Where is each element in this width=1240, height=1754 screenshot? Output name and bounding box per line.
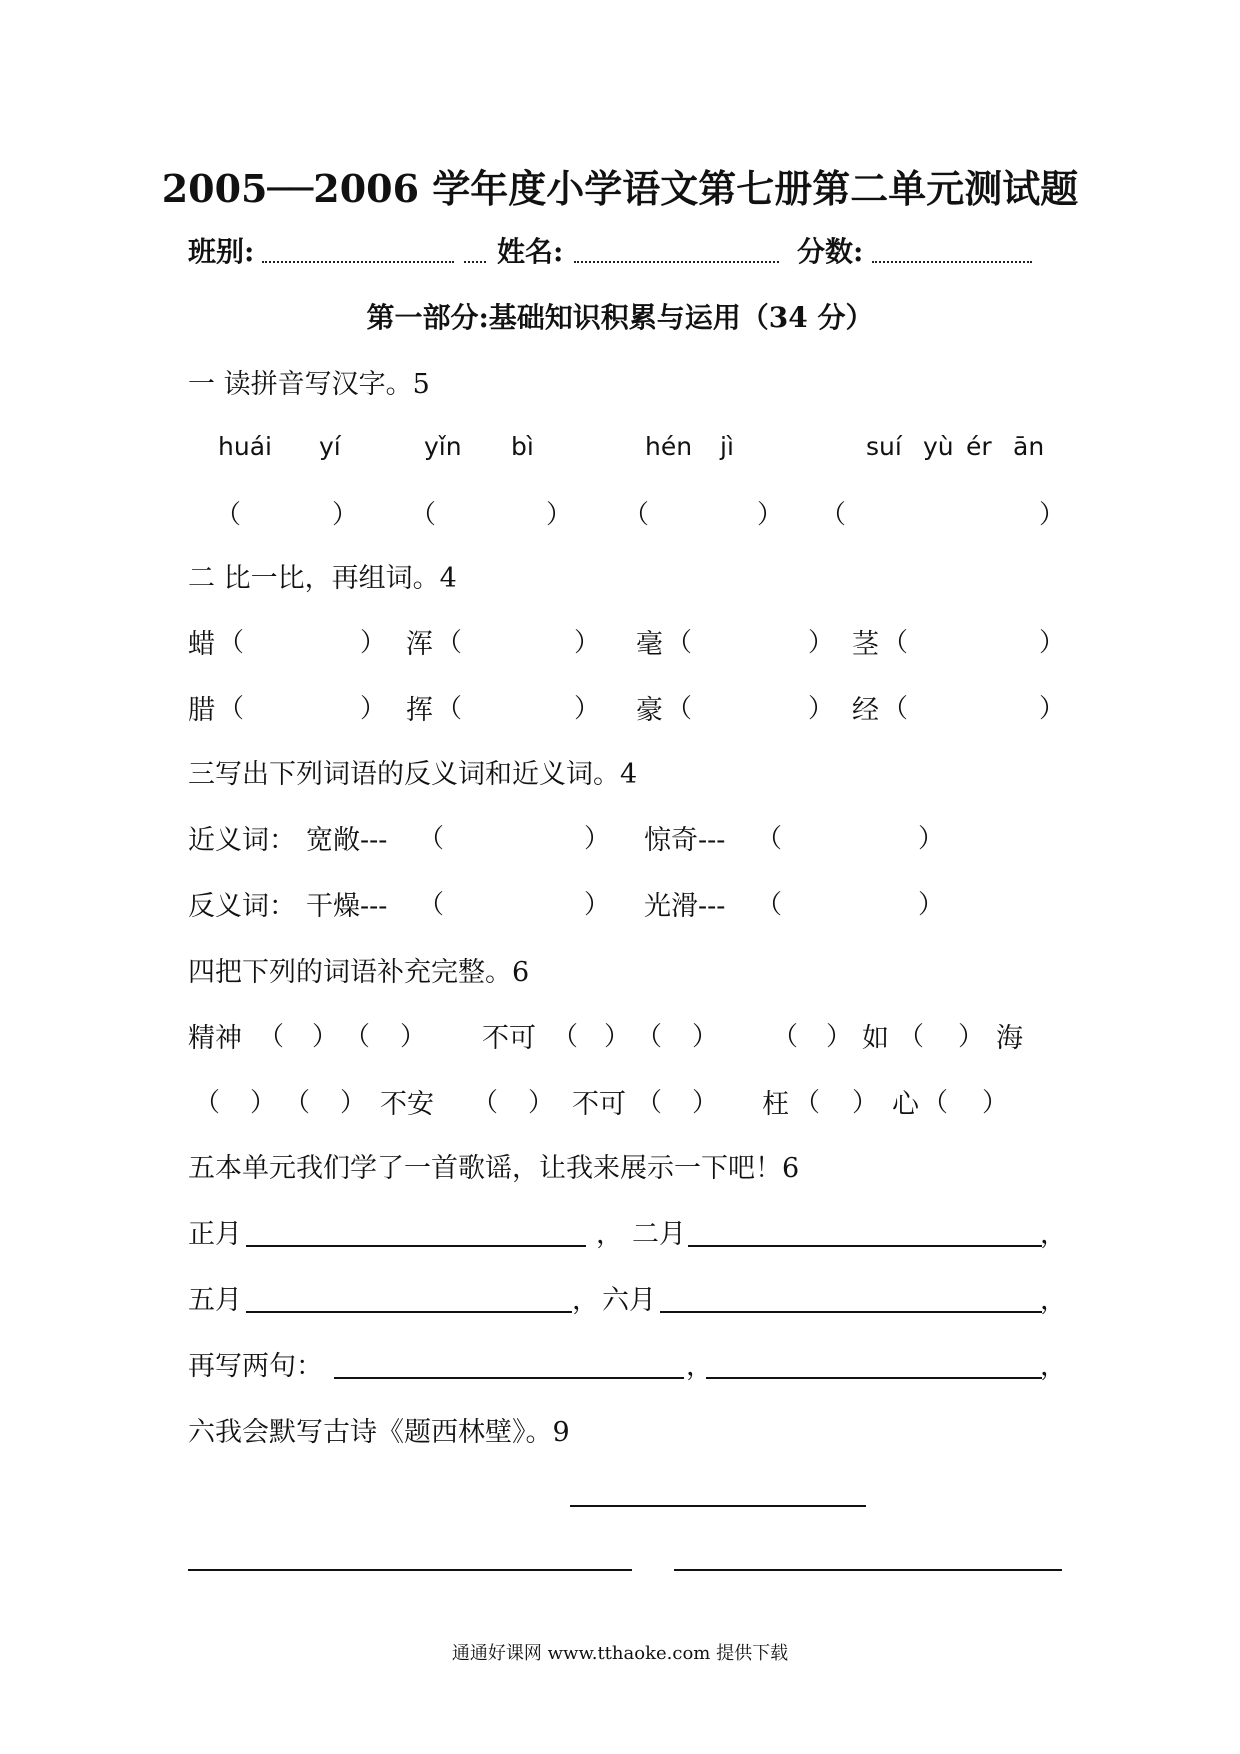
word: 不可: [482, 1023, 536, 1054]
question-1-heading: 一 读拼音写汉字。5: [188, 369, 430, 400]
word: 光滑---: [644, 891, 726, 922]
blank-open: （: [666, 694, 693, 724]
blank-close: ）: [312, 1022, 339, 1052]
blank-open: （: [472, 1088, 499, 1118]
pinyin: jì: [720, 432, 734, 461]
char: 豪: [636, 695, 663, 726]
month-label: 正月: [188, 1219, 242, 1250]
pinyin: suí: [866, 432, 902, 461]
char: 蜡: [188, 629, 215, 660]
blank-close: ）: [1039, 694, 1066, 724]
blank-open: （: [898, 1022, 925, 1052]
blank-close: ）: [574, 628, 601, 658]
footer: 通通好课网 www.tthaoke.com 提供下载: [451, 1643, 789, 1664]
pinyin: ér: [966, 432, 992, 461]
blank-close: ）: [528, 1088, 555, 1118]
word: 精神: [188, 1023, 242, 1054]
char: 浑: [406, 629, 433, 660]
word: 宽敞---: [306, 825, 388, 856]
blank-open: （: [623, 500, 650, 530]
question-5-heading: 五本单元我们学了一首歌谣，让我来展示一下吧！6: [188, 1153, 800, 1184]
word: 如: [862, 1023, 889, 1054]
class-field[interactable]: [262, 260, 454, 263]
char: 茎: [852, 629, 879, 660]
comma: ，: [596, 1219, 623, 1250]
word: 干燥---: [306, 891, 388, 922]
question-6-heading: 六我会默写古诗《题西林壁》。9: [188, 1417, 570, 1448]
answer-line[interactable]: [688, 1244, 1042, 1247]
answer-line[interactable]: [334, 1376, 684, 1379]
blank-close: ）: [808, 694, 835, 724]
blank-open: （: [194, 1088, 221, 1118]
class-label: 班别:: [188, 235, 255, 268]
blank-close: ）: [958, 1022, 985, 1052]
blank-close: ）: [1039, 500, 1066, 530]
char: 毫: [636, 629, 663, 660]
answer-line[interactable]: [246, 1244, 586, 1247]
page-title: 2005──2006 学年度小学语文第七册第二单元测试题: [161, 166, 1079, 211]
comma: ，: [572, 1285, 599, 1316]
pinyin: yí: [319, 432, 341, 461]
pinyin: huái: [218, 432, 272, 461]
poem-line[interactable]: [674, 1568, 1062, 1571]
blank-open: （: [436, 628, 463, 658]
score-field[interactable]: [872, 260, 1032, 263]
blank-open: （: [772, 1022, 799, 1052]
blank-close: ）: [340, 1088, 367, 1118]
blank-open: （: [882, 628, 909, 658]
blank-close: ）: [584, 890, 611, 920]
blank-close: ）: [250, 1088, 277, 1118]
comma: ，: [1040, 1351, 1067, 1382]
question-4-heading: 四把下列的词语补充完整。6: [188, 957, 530, 988]
score-label: 分数:: [797, 235, 864, 268]
pinyin: bì: [511, 432, 534, 461]
part-heading: 第一部分:基础知识积累与运用（34 分）: [366, 301, 874, 334]
name-label: 姓名:: [497, 235, 564, 268]
blank-open: （: [666, 628, 693, 658]
antonym-label: 反义词：: [188, 891, 296, 922]
synonym-label: 近义词：: [188, 825, 296, 856]
blank-open: （: [218, 628, 245, 658]
pinyin: yǐn: [424, 432, 462, 461]
poem-title-line[interactable]: [570, 1504, 866, 1507]
comma: ，: [1040, 1285, 1067, 1316]
blank-open: （: [218, 694, 245, 724]
word: 枉: [762, 1089, 789, 1120]
blank-open: （: [215, 500, 242, 530]
comma: ，: [1040, 1219, 1067, 1250]
blank-close: ）: [918, 824, 945, 854]
blank-close: ）: [808, 628, 835, 658]
blank-open: （: [882, 694, 909, 724]
blank-open: （: [756, 824, 783, 854]
name-field[interactable]: [574, 260, 779, 263]
blank-close: ）: [574, 694, 601, 724]
blank-close: ）: [584, 824, 611, 854]
pinyin: ān: [1013, 432, 1045, 461]
blank-close: ）: [400, 1022, 427, 1052]
blank-open: （: [284, 1088, 311, 1118]
question-2-heading: 二 比一比，再组词。4: [188, 563, 457, 594]
blank-open: （: [436, 694, 463, 724]
poem-line[interactable]: [188, 1568, 632, 1571]
blank-close: ）: [360, 628, 387, 658]
blank-close: ）: [692, 1022, 719, 1052]
word: 惊奇---: [644, 825, 726, 856]
blank-close: ）: [1039, 628, 1066, 658]
blank-open: （: [756, 890, 783, 920]
month-label: 二月: [632, 1219, 686, 1250]
blank-open: （: [418, 824, 445, 854]
blank-close: ）: [546, 500, 573, 530]
blank-open: （: [922, 1088, 949, 1118]
blank-close: ）: [604, 1022, 631, 1052]
blank-close: ）: [360, 694, 387, 724]
comma: ，: [686, 1351, 713, 1382]
dot-separator: [464, 260, 486, 263]
pinyin: yù: [923, 432, 954, 461]
char: 经: [852, 695, 879, 726]
month-label: 五月: [188, 1285, 242, 1316]
blank-close: ）: [826, 1022, 853, 1052]
char: 挥: [406, 695, 433, 726]
month-label: 六月: [602, 1285, 656, 1316]
blank-close: ）: [918, 890, 945, 920]
answer-line[interactable]: [660, 1310, 1042, 1313]
blank-open: （: [410, 500, 437, 530]
word: 不可: [572, 1089, 626, 1120]
blank-open: （: [636, 1022, 663, 1052]
blank-open: （: [344, 1022, 371, 1052]
pinyin: hén: [645, 432, 693, 461]
word: 海: [996, 1023, 1023, 1054]
word: 心: [892, 1089, 919, 1120]
blank-close: ）: [692, 1088, 719, 1118]
blank-close: ）: [757, 500, 784, 530]
blank-close: ）: [332, 500, 359, 530]
question-3-heading: 三写出下列词语的反义词和近义词。4: [188, 759, 638, 790]
answer-line[interactable]: [706, 1376, 1042, 1379]
word: 不安: [380, 1089, 434, 1120]
char: 腊: [188, 695, 215, 726]
blank-open: （: [820, 500, 847, 530]
answer-line[interactable]: [246, 1310, 572, 1313]
blank-open: （: [258, 1022, 285, 1052]
extra-label: 再写两句：: [188, 1351, 323, 1382]
blank-open: （: [636, 1088, 663, 1118]
blank-open: （: [794, 1088, 821, 1118]
blank-close: ）: [852, 1088, 879, 1118]
blank-open: （: [552, 1022, 579, 1052]
blank-open: （: [418, 890, 445, 920]
blank-close: ）: [982, 1088, 1009, 1118]
